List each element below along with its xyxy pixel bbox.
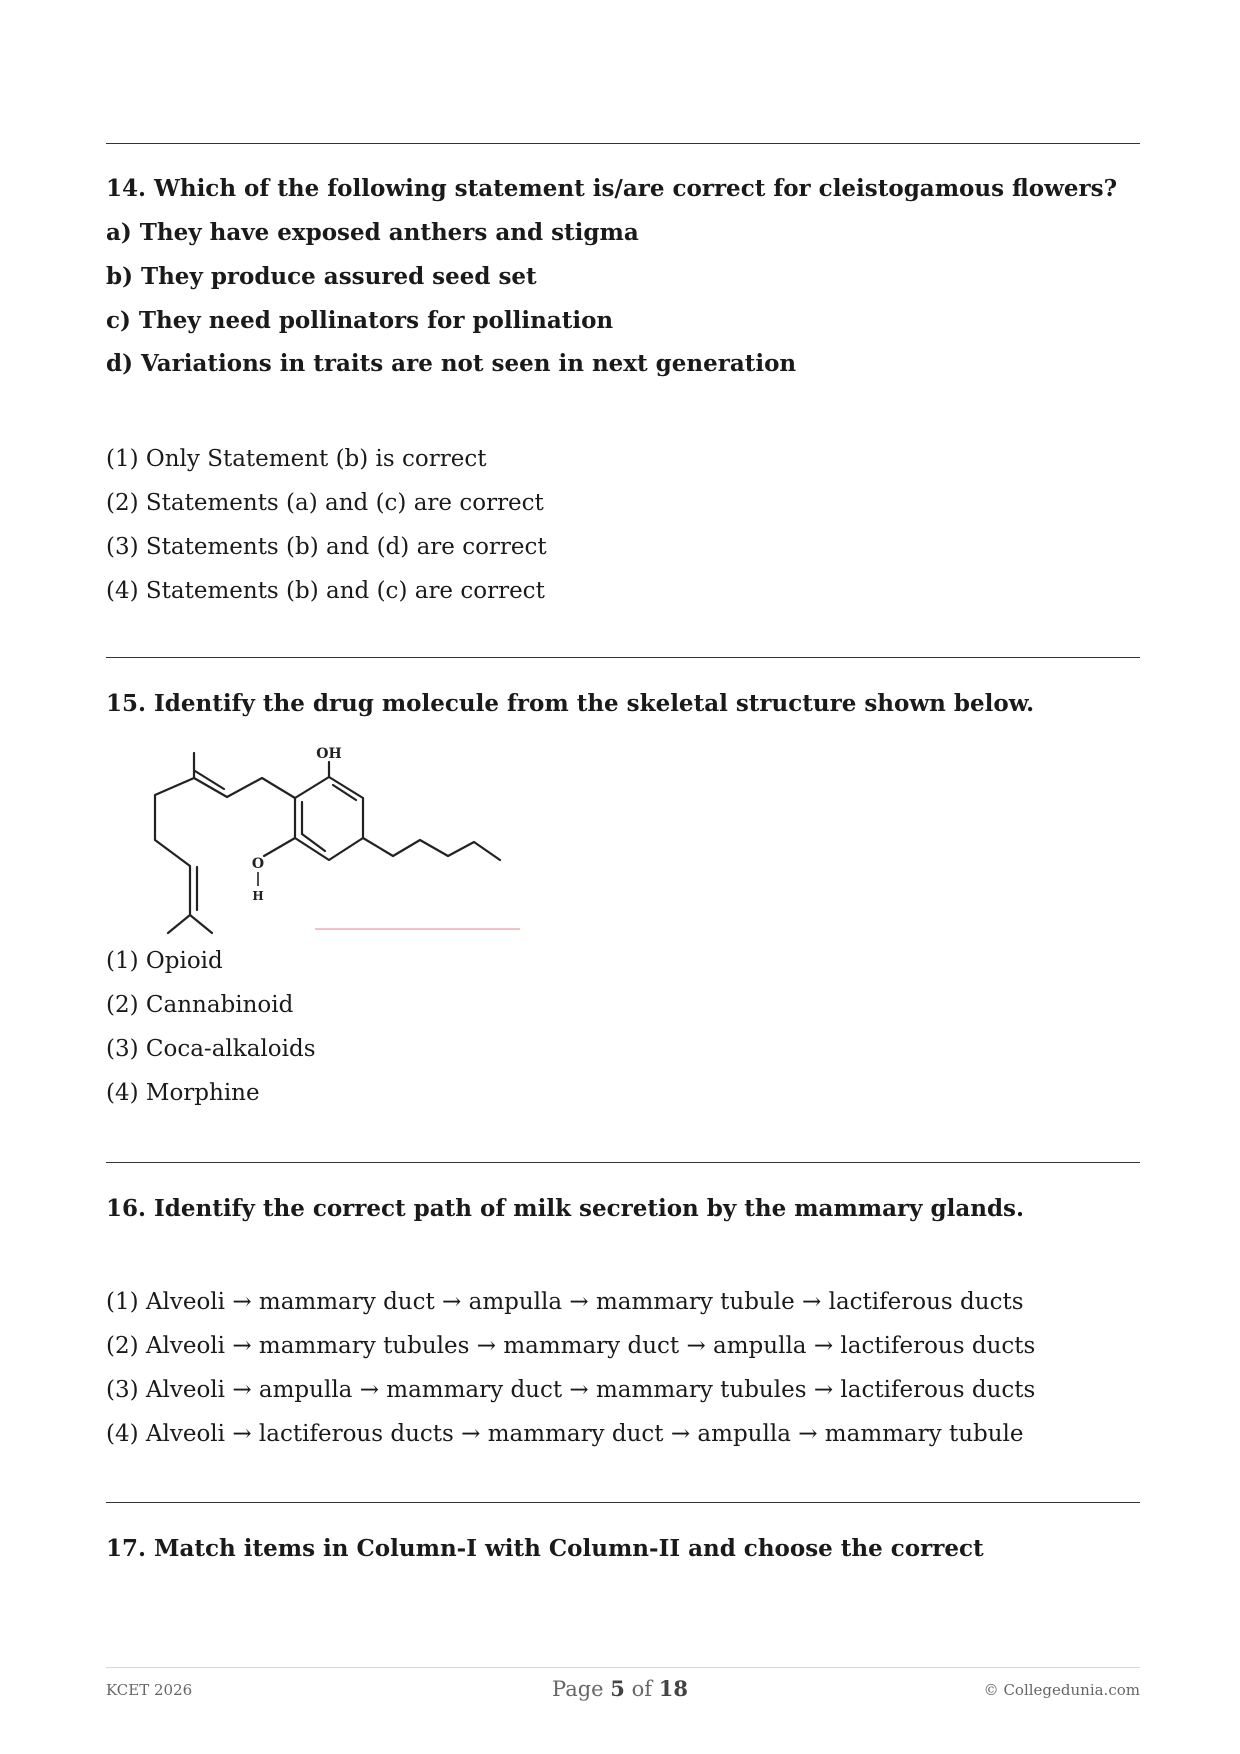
- q16-option-4: (4) Alveoli → lactiferous ducts → mammary duct → ampulla → mammary tubule: [106, 1421, 1024, 1447]
- q14-statement-b: b) They produce assured seed set: [106, 263, 537, 290]
- divider-q16-q17: [106, 1502, 1140, 1503]
- q15-option-2: (2) Cannabinoid: [106, 992, 294, 1018]
- q16-option-1: (1) Alveoli → mammary duct → ampulla → mammary tubule → lactiferous ducts: [106, 1289, 1024, 1315]
- question-16-text: 16. Identify the correct path of milk secretion by the mammary glands.: [106, 1195, 1025, 1222]
- page-total: 18: [658, 1676, 688, 1701]
- footer-divider: [106, 1667, 1140, 1668]
- q14-option-1: (1) Only Statement (b) is correct: [106, 446, 487, 472]
- question-17-text: 17. Match items in Column-I with Column-II and choose the correct: [106, 1535, 984, 1562]
- q14-option-2: (2) Statements (a) and (c) are correct: [106, 490, 544, 516]
- q14-statement-d: d) Variations in traits are not seen in next generation: [106, 350, 797, 377]
- q16-option-2: (2) Alveoli → mammary tubules → mammary duct → ampulla → lactiferous ducts: [106, 1333, 1036, 1359]
- q14-option-4: (4) Statements (b) and (c) are correct: [106, 578, 545, 604]
- q14-statement-a: a) They have exposed anthers and stigma: [106, 219, 639, 246]
- q15-option-3: (3) Coca-alkaloids: [106, 1036, 316, 1062]
- divider-q15-q16: [106, 1162, 1140, 1163]
- page-current: 5: [610, 1676, 625, 1701]
- q15-option-4: (4) Morphine: [106, 1080, 260, 1106]
- q14-option-3: (3) Statements (b) and (d) are correct: [106, 534, 547, 560]
- label-h-left: H: [252, 889, 264, 903]
- q15-option-1: (1) Opioid: [106, 948, 223, 974]
- label-o-left: O: [251, 856, 265, 872]
- divider-top: [106, 143, 1140, 144]
- question-15-text: 15. Identify the drug molecule from the skeletal structure shown below.: [106, 690, 1035, 717]
- divider-q14-q15: [106, 657, 1140, 658]
- q16-option-3: (3) Alveoli → ampulla → mammary duct → mammary tubules → lactiferous ducts: [106, 1377, 1036, 1403]
- question-14-text: 14. Which of the following statement is/are correct for cleistogamous flowers?: [106, 175, 1118, 202]
- cannabinoid-skeletal-structure: [134, 735, 534, 935]
- footer-exam-name: KCET 2026: [106, 1681, 193, 1699]
- label-oh-top: OH: [316, 746, 342, 762]
- footer-copyright: © Collegedunia.com: [983, 1681, 1140, 1699]
- page-prefix: Page: [552, 1677, 604, 1701]
- page-of: of: [631, 1677, 653, 1701]
- q14-statement-c: c) They need pollinators for pollination: [106, 307, 614, 334]
